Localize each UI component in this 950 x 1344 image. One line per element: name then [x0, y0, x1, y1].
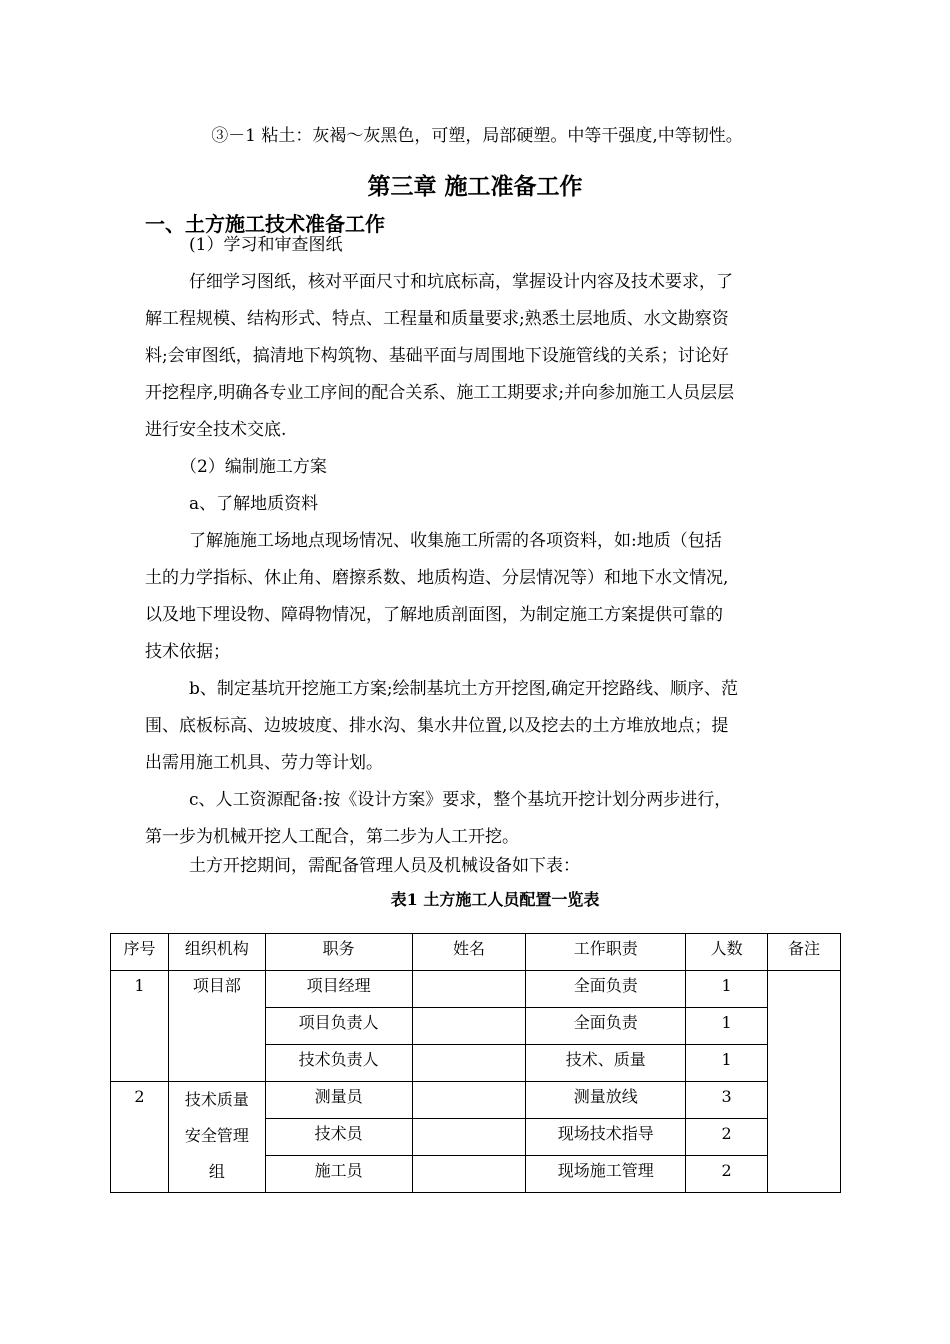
- cell-role: 项目负责人: [265, 1008, 412, 1045]
- para3-line: b、制定基坑开挖施工方案;绘制基坑土方开挖图,确定开挖路线、顺序、范: [189, 679, 739, 699]
- cell-no: 1: [111, 971, 169, 1082]
- table-row: [111, 971, 841, 1008]
- cell-duty: 全面负责: [526, 971, 686, 1008]
- org-line: 技术质量: [184, 1090, 249, 1109]
- para2-line: 土的力学指标、休止角、磨擦系数、地质构造、分层情况等）和地下水文情况,: [145, 568, 729, 588]
- header-cell: 组织机构: [168, 934, 265, 971]
- para4-line: 第一步为机械开挖人工配合，第二步为人工开挖。: [145, 827, 519, 847]
- cell-role: 技术负责人: [265, 1045, 412, 1082]
- header-cell: 人数: [686, 934, 768, 971]
- cell-count: 1: [686, 971, 768, 1008]
- cell-name: [412, 1082, 526, 1119]
- para3-line: 围、底板标高、边坡坡度、排水沟、集水井位置,以及挖去的土方堆放地点；提: [145, 716, 729, 736]
- cell-org: 项目部: [168, 971, 265, 1082]
- cell-duty: 现场施工管理: [526, 1156, 686, 1193]
- cell-role: 项目经理: [265, 971, 412, 1008]
- cell-name: [412, 1156, 526, 1193]
- table-caption: 表1 土方施工人员配置一览表: [390, 890, 600, 909]
- table-header-row: [111, 934, 841, 971]
- item2-heading: （2）编制施工方案: [180, 457, 327, 477]
- chapter-title: 第三章 施工准备工作: [367, 174, 583, 200]
- para3-line: 出需用施工机具、劳力等计划。: [145, 753, 383, 773]
- cell-count: 2: [686, 1119, 768, 1156]
- para4-line: c、人工资源配备:按《设计方案》要求，整个基坑开挖计划分两步进行，: [189, 790, 732, 810]
- header-cell: 姓名: [412, 934, 526, 971]
- header-cell: 职务: [265, 934, 412, 971]
- header-cell: 序号: [111, 934, 169, 971]
- cell-count: 3: [686, 1082, 768, 1119]
- cell-no: 2: [111, 1082, 169, 1193]
- cell-duty: 现场技术指导: [526, 1119, 686, 1156]
- cell-count: 2: [686, 1156, 768, 1193]
- org-line: 安全管理: [184, 1126, 249, 1145]
- cell-remark: [768, 971, 841, 1193]
- para2-line: 技术依据；: [145, 642, 230, 662]
- section-title: 一、土方施工技术准备工作: [145, 212, 385, 236]
- cell-name: [412, 1008, 526, 1045]
- cell-count: 1: [686, 1045, 768, 1082]
- cell-role: 测量员: [265, 1082, 412, 1119]
- sub-a-heading: a、了解地质资料: [189, 494, 319, 514]
- cell-duty: 全面负责: [526, 1008, 686, 1045]
- para5: 土方开挖期间，需配备管理人员及机械设备如下表：: [189, 856, 580, 876]
- cell-name: [412, 1119, 526, 1156]
- para1-line: 仔细学习图纸，核对平面尺寸和坑底标高，掌握设计内容及技术要求，了: [189, 272, 733, 292]
- para1-line: 进行安全技术交底.: [145, 420, 287, 440]
- para2-line: 以及地下埋设物、障碍物情况，了解地质剖面图，为制定施工方案提供可靠的: [145, 605, 723, 625]
- org-line: 组: [208, 1162, 225, 1181]
- para2-line: 了解施施工场地点现场情况、收集施工所需的各项资料，如:地质（包括: [189, 531, 722, 551]
- para1-line: 解工程规模、结构形式、特点、工程量和质量要求;熟悉土层地质、水文勘察资: [145, 309, 729, 329]
- cell-name: [412, 971, 526, 1008]
- cell-name: [412, 1045, 526, 1082]
- header-cell: 备注: [768, 934, 841, 971]
- para1-line: 料;会审图纸，搞清地下构筑物、基础平面与周围地下设施管线的关系；讨论好: [145, 346, 729, 366]
- cell-org: [168, 1082, 265, 1193]
- table-row: [111, 1082, 841, 1119]
- staff-table: [110, 933, 841, 1193]
- cell-count: 1: [686, 1008, 768, 1045]
- cell-duty: 测量放线: [526, 1082, 686, 1119]
- intro-line: ③－1 粘土：灰褐～灰黑色，可塑，局部硬塑。中等干强度,中等韧性。: [211, 126, 743, 146]
- item1-heading: (1）学习和审查图纸: [189, 235, 343, 255]
- para1-line: 开挖程序,明确各专业工序间的配合关系、施工工期要求;并向参加施工人员层层: [145, 383, 735, 403]
- cell-duty: 技术、质量: [526, 1045, 686, 1082]
- header-cell: 工作职责: [526, 934, 686, 971]
- cell-role: 施工员: [265, 1156, 412, 1193]
- cell-role: 技术员: [265, 1119, 412, 1156]
